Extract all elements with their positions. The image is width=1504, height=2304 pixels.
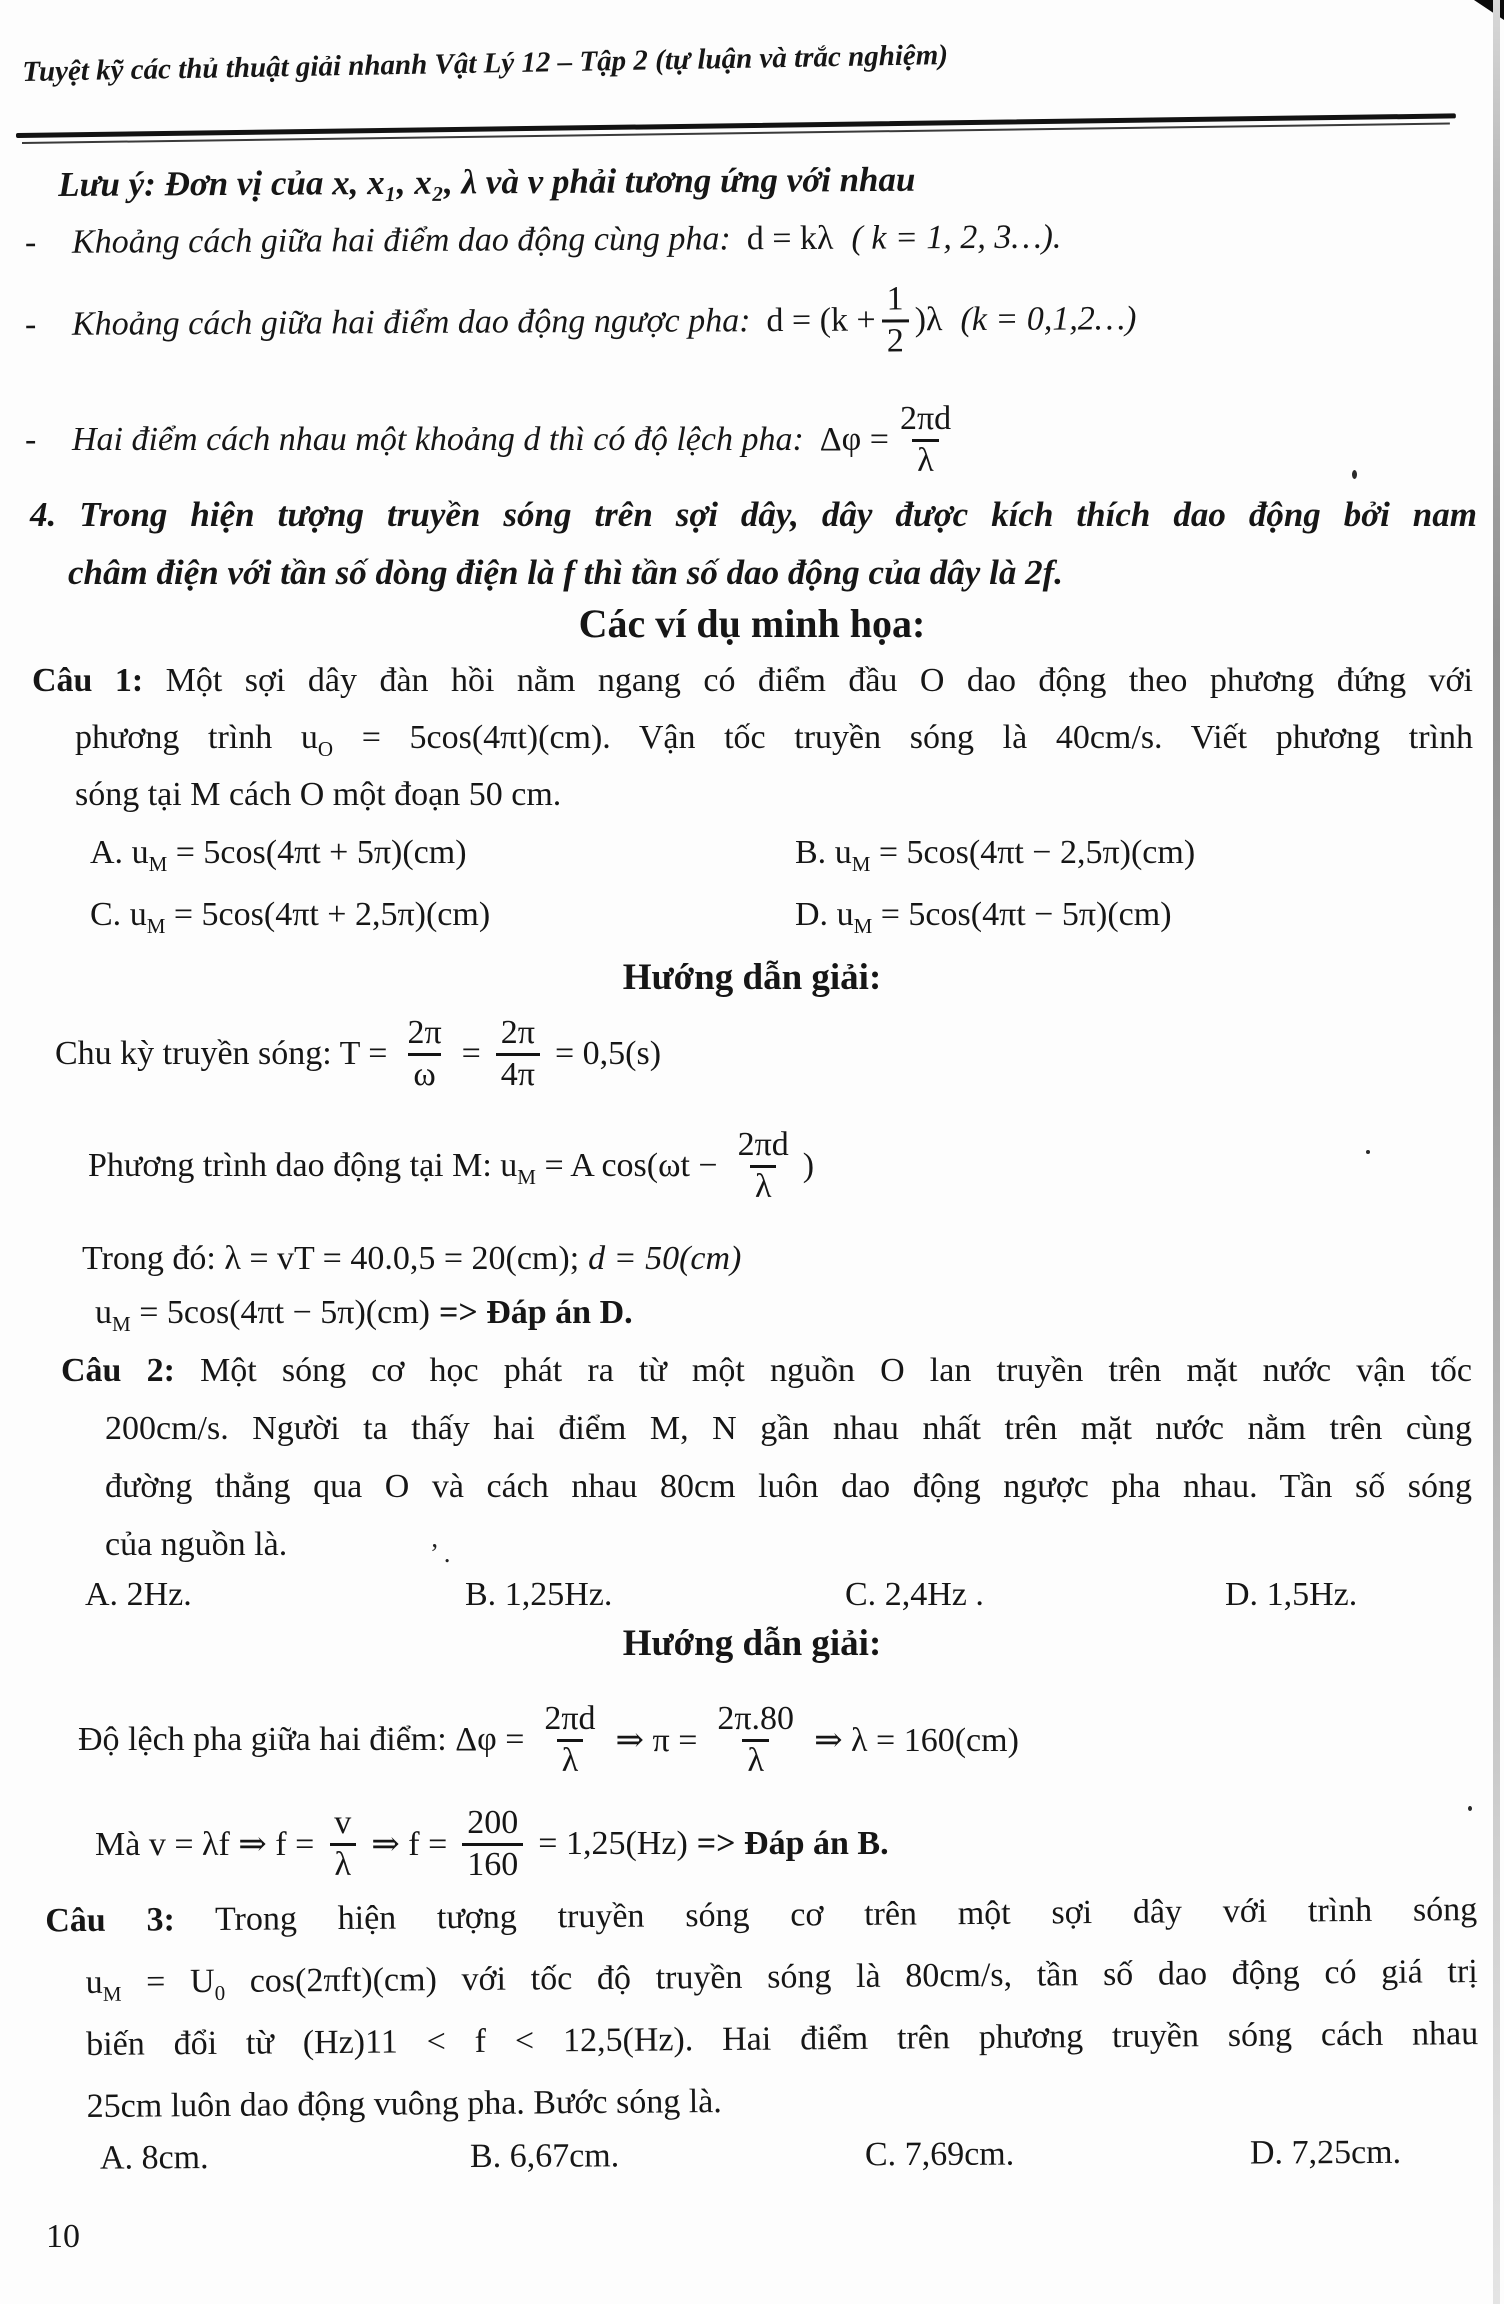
question-1-line-2: phương trình $u_O = 5\cos(4\pi t)(cm)$. Vận tốc truyền sóng là 40cm/s. Viết phương trình: [75, 719, 1473, 761]
bullet-formula: d = kλ: [746, 219, 834, 258]
question-3: [45, 1879, 1479, 2138]
scan-speck: [1468, 1806, 1472, 1811]
formula-pre: Δφ =: [819, 421, 889, 458]
formula-text: Phương trình dao động tại M: $u_M = A$ cos(ωt −: [88, 1147, 718, 1189]
question-1: [32, 652, 1473, 823]
note-bullet-same-phase: [25, 219, 1062, 262]
scan-speck: [1366, 1150, 1370, 1154]
question-1-options-row-1: [0, 834, 1504, 884]
answer-d: => Đáp án D.: [438, 1294, 633, 1331]
bullet-dash: -: [24, 305, 37, 343]
question-1-option-a: A. $u_M = 5\cos(4\pi t + 5\pi)(cm)$: [90, 834, 467, 876]
fraction-denominator: 2: [882, 319, 909, 360]
question-2-options-row: [0, 1576, 1504, 1626]
note-luu-y: Lưu ý: Đơn vị của x, x₁, x₂, λ và v phải tương ứng với nhau: [58, 159, 916, 204]
question-3-option-c: C. 7,69cm.: [864, 2135, 1015, 2174]
question-3-line-4: 25cm luôn dao động vuông pha. Bước sóng là.: [86, 2083, 722, 2125]
fraction: [895, 400, 956, 479]
page-number: 10: [46, 2218, 80, 2255]
bullet-text: Khoảng cách giữa hai điểm dao động cùng pha:: [71, 220, 731, 261]
fraction-denominator: λ: [912, 439, 939, 480]
question-2-option-c: C. 2,4Hz .: [845, 1576, 984, 1613]
question-3-label: Câu 3:: [45, 1901, 175, 1940]
question-2-line-1: Câu 2: Một sóng cơ học phát ra từ một nguồn O lan truyền trên mặt nước vận tốc: [61, 1352, 1472, 1389]
bullet-dash: -: [24, 223, 37, 261]
formula-post: )λ: [914, 301, 943, 339]
note-bullet-phase-difference: [25, 396, 962, 484]
question-1-option-d: D. $u_M = 5\cos(4\pi t - 5\pi)(cm)$: [795, 896, 1172, 938]
question-3-option-a: A. 8cm.: [99, 2139, 209, 2177]
question-2-option-a: A. 2Hz.: [85, 1576, 192, 1613]
question-3-line-3: biến đổi từ (Hz)11 < f < 12,5(Hz). Hai điểm trên phương truyền sóng cách nhau: [86, 2015, 1479, 2063]
question-1-label: Câu 1:: [32, 662, 144, 699]
bullet-formula-tail: ( k = 1, 2, 3…).: [851, 218, 1062, 257]
fraction: $\frac{2\pi d}{\lambda}$: [544, 1700, 596, 1779]
scan-speck: [1352, 470, 1357, 479]
question-2-option-b: B. 1,25Hz.: [465, 1576, 613, 1613]
note-item-4-line-2: châm điện với tần số dòng điện là f thì tần số dao động của dây là 2f.: [68, 553, 1063, 592]
solution-1-line-3: Trong đó: λ = vT = 40.0,5 = 20(cm); d = 50(cm): [82, 1240, 742, 1277]
question-2-line-4: của nguồn là.: [105, 1526, 288, 1563]
question-2-option-d: D. 1,5Hz.: [1225, 1576, 1358, 1613]
solution-2-answer-line: Mà v = λf ⇒ f = $\frac{v}{\lambda}$ ⇒ f = $\frac{200}{160}$ = 1,25(Hz) => Đáp án B.: [95, 1804, 889, 1883]
question-3-option-b: B. 6,67cm.: [469, 2137, 620, 2175]
question-2-line-2: 200cm/s. Người ta thấy hai điểm M, N gần nhau nhất trên mặt nước nằm trên cùng: [105, 1410, 1472, 1447]
fraction: $\frac{200}{160}$: [462, 1804, 523, 1883]
question-3-line-1: Câu 3: Trong hiện tượng truyền sóng cơ trên một sợi dây với trình sóng: [45, 1891, 1478, 1940]
note-item-4-line-1: 4. Trong hiện tượng truyền sóng trên sợi dây, dây được kích thích dao động bởi nam: [30, 495, 1477, 534]
question-1-line-3: sóng tại M cách O một đoạn 50 cm.: [75, 776, 562, 813]
solution-1-line-2: Phương trình dao động tại M: $u_M = A$ cos(ωt − $\frac{2\pi d}{\lambda}$ ): [88, 1126, 815, 1205]
fraction: $\frac{2\pi}{4\pi}$: [496, 1014, 540, 1093]
fraction: [881, 281, 908, 360]
question-2-label: Câu 2:: [61, 1352, 175, 1389]
question-1-line-1: Câu 1: Một sợi dây đàn hồi nằm ngang có điểm đầu O dao động theo phương đứng với: [32, 662, 1473, 699]
fraction: $\frac{2\pi d}{\lambda}$: [737, 1126, 789, 1205]
question-2-line-3: đường thẳng qua O và cách nhau 80cm luôn dao động ngược pha nhau. Tần số sóng: [105, 1468, 1472, 1505]
heading-examples: Các ví dụ minh họa:: [578, 601, 926, 646]
question-3-line-2: $u_M = U_0$ cos(2πft)(cm) với tốc độ truyền sóng là 80cm/s, tần số dao động có giá trị: [85, 1953, 1478, 2006]
formula-pre: d = (k +: [766, 301, 876, 340]
question-2: [61, 1342, 1472, 1574]
solution-1-line-1: Chu kỳ truyền sóng: T = $\frac{2\pi}{\omega}$ = $\frac{2\pi}{4\pi}$ = 0,5(s): [55, 1014, 662, 1093]
answer-b: => Đáp án B.: [696, 1825, 889, 1862]
question-3-options-row: [0, 2133, 1504, 2190]
fraction: $\frac{v}{\lambda}$: [329, 1804, 356, 1883]
bullet-text: Khoảng cách giữa hai điểm dao động ngược pha:: [71, 302, 751, 343]
heading-solution-guide-1: Hướng dẫn giải:: [622, 957, 882, 998]
fraction: $\frac{2\pi.80}{\lambda}$: [717, 1700, 795, 1779]
heading-solution-guide-2: Hướng dẫn giải:: [622, 1623, 882, 1664]
scan-edge-artifact: [1493, 0, 1500, 2304]
bullet-dash: -: [25, 421, 37, 458]
fraction-numerator: 1: [886, 280, 904, 318]
solution-1-answer-line: [95, 1288, 633, 1338]
note-item-4: [30, 486, 1477, 602]
solution-2-line-1: Độ lệch pha giữa hai điểm: Δφ = $\frac{2\pi d}{\lambda}$ ⇒ π = $\frac{2\pi.80}{\lambda}$ ⇒ λ = 160(cm): [78, 1700, 1019, 1779]
note-bullet-opposite-phase: [25, 275, 1137, 369]
scan-stray-mark: ’ .: [430, 1538, 451, 1568]
question-1-option-c: C. $u_M = 5\cos(4\pi t + 2,5\pi)(cm)$: [90, 896, 491, 938]
question-1-option-b: B. $u_M = 5\cos(4\pi t - 2,5\pi)(cm)$: [795, 834, 1196, 876]
formula-text: $u_M = 5\cos(4\pi t - 5\pi)(cm)$: [95, 1294, 430, 1336]
bullet-text: Hai điểm cách nhau một khoảng d thì có độ lệch pha:: [72, 421, 804, 458]
fraction-numerator: 2πd: [899, 400, 952, 438]
bullet-formula-tail: (k = 0,1,2…): [960, 300, 1137, 339]
question-1-options-row-2: [0, 896, 1504, 946]
question-3-option-d: D. 7,25cm.: [1249, 2133, 1402, 2172]
running-head-title: Tuyệt kỹ các thủ thuật giải nhanh Vật Lý 12 – Tập 2 (tự luận và trắc nghiệm): [22, 39, 949, 88]
fraction: $\frac{2\pi}{\omega}$: [407, 1014, 442, 1093]
